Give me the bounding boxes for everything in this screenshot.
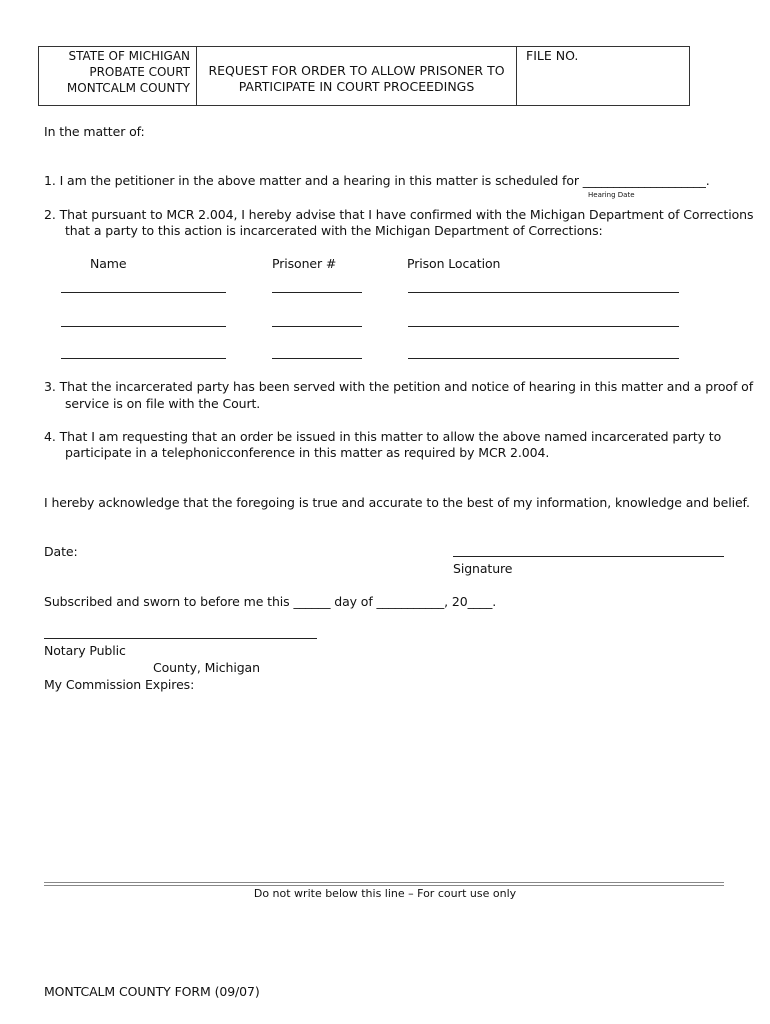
prisoner-number-line-2[interactable] xyxy=(272,326,362,327)
court-use-divider-top xyxy=(44,882,724,883)
court-state: STATE OF MICHIGAN xyxy=(68,49,190,63)
prisoner-number-line-1[interactable] xyxy=(272,292,362,293)
court-use-divider-bottom xyxy=(44,885,724,886)
item-2-line-2: that a party to this action is incarcerated with the Michigan Department of Corrections: xyxy=(65,223,603,238)
item-3-line-2: service is on file with the Court. xyxy=(65,396,261,411)
form-identifier: MONTCALM COUNTY FORM (09/07) xyxy=(44,984,260,999)
name-line-1[interactable] xyxy=(61,292,226,293)
form-header xyxy=(38,46,690,106)
signature-line[interactable] xyxy=(453,556,724,557)
court-county: MONTCALM COUNTY xyxy=(66,81,190,95)
prison-location-line-2[interactable] xyxy=(408,326,679,327)
column-header-prison-location: Prison Location xyxy=(407,256,501,271)
signature-label: Signature xyxy=(453,561,513,576)
form-title-line-2: PARTICIPATE IN COURT PROCEEDINGS xyxy=(238,79,475,94)
notary-signature-line[interactable] xyxy=(44,638,317,639)
prison-location-line-3[interactable] xyxy=(408,358,679,359)
matter-label: In the matter of: xyxy=(44,124,145,139)
column-header-prisoner-number: Prisoner # xyxy=(272,256,337,271)
date-label: Date: xyxy=(44,544,78,559)
acknowledgement-text: I hereby acknowledge that the foregoing is true and accurate to the best of my information, knowledge and belief. xyxy=(44,495,750,510)
name-line-3[interactable] xyxy=(61,358,226,359)
item-1-text: 1. I am the petitioner in the above matter and a hearing in this matter is scheduled for ____________________. xyxy=(44,173,710,188)
court-name-block xyxy=(39,47,197,105)
prison-location-line-1[interactable] xyxy=(408,292,679,293)
commission-expires-label: My Commission Expires: xyxy=(44,677,195,692)
notary-public-label: Notary Public xyxy=(44,643,126,658)
item-3-line-1: 3. That the incarcerated party has been served with the petition and notice of hearing in this matter and a proof of xyxy=(44,379,753,394)
court-type: PROBATE COURT xyxy=(89,65,190,79)
form-title xyxy=(197,47,517,105)
sworn-statement: Subscribed and sworn to before me this ______ day of ___________, 20____. xyxy=(44,594,497,609)
notary-county-label: County, Michigan xyxy=(153,660,260,675)
file-number-field[interactable] xyxy=(517,47,689,105)
name-line-2[interactable] xyxy=(61,326,226,327)
column-header-name: Name xyxy=(90,256,127,271)
form-title-line-1: REQUEST FOR ORDER TO ALLOW PRISONER TO xyxy=(208,63,505,78)
court-use-notice: Do not write below this line – For court use only xyxy=(253,887,517,900)
prisoner-number-line-3[interactable] xyxy=(272,358,362,359)
item-4-line-1: 4. That I am requesting that an order be issued in this matter to allow the above named incarcerated party to xyxy=(44,429,722,444)
hearing-date-label: Hearing Date xyxy=(588,191,635,199)
item-4-line-2: participate in a telephonicconference in this matter as required by MCR 2.004. xyxy=(65,445,550,460)
item-2-line-1: 2. That pursuant to MCR 2.004, I hereby advise that I have confirmed with the Michigan Department of Corrections xyxy=(44,207,754,222)
file-number-label: FILE NO. xyxy=(526,48,579,63)
